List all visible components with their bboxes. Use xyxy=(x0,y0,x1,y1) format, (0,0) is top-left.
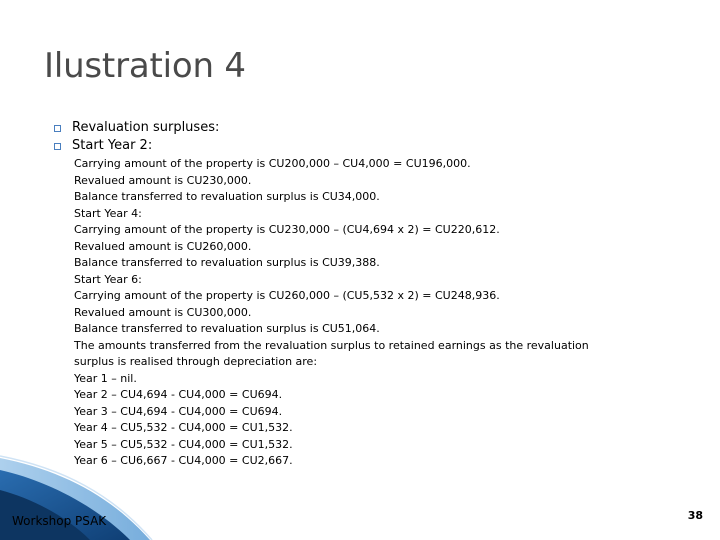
body-line: Carrying amount of the property is CU200,000 – CU4,000 = CU196,000. xyxy=(74,157,471,170)
body-line: Revalued amount is CU300,000. xyxy=(74,305,252,319)
slide-title: Ilustration 4 xyxy=(44,46,246,86)
body-line: Balance transferred to revaluation surplus is CU34,000. xyxy=(74,190,380,203)
body-line: Year 2 – CU4,694 - CU4,000 = CU694. xyxy=(74,388,283,401)
body-line: Start Year 6: xyxy=(74,272,142,286)
body-line: Revalued amount is CU260,000. xyxy=(74,239,252,253)
body-line: Start Year 4: xyxy=(74,206,142,220)
body-line: Year 1 – nil. xyxy=(74,371,137,385)
body-line: Carrying amount of the property is CU260,000 – (CU5,532 x 2) = CU248,936. xyxy=(74,289,500,302)
page-number: 38 xyxy=(687,509,703,522)
body-line: Carrying amount of the property is CU230,000 – (CU4,694 x 2) = CU220,612. xyxy=(74,223,500,236)
footer-label: Workshop PSAK xyxy=(12,514,107,528)
body-line: The amounts transferred from the revaluation surplus to retained earnings as the revaluation xyxy=(74,338,589,352)
body-line: Revalued amount is CU230,000. xyxy=(74,173,252,187)
body-line: surplus is realised through depreciation are: xyxy=(74,355,318,368)
body-line: Year 4 – CU5,532 - CU4,000 = CU1,532. xyxy=(74,421,293,434)
body-line: Year 5 – CU5,532 - CU4,000 = CU1,532. xyxy=(74,437,293,451)
bullet-text: Revaluation surpluses: xyxy=(72,120,220,135)
body-line: Balance transferred to revaluation surplus is CU51,064. xyxy=(74,322,380,335)
body-line: Year 3 – CU4,694 - CU4,000 = CU694. xyxy=(74,404,283,418)
bullet-text: Start Year 2: xyxy=(72,138,153,153)
body-line: Year 6 – CU6,667 - CU4,000 = CU2,667. xyxy=(74,454,293,467)
body-line: Balance transferred to revaluation surplus is CU39,388. xyxy=(74,256,380,269)
